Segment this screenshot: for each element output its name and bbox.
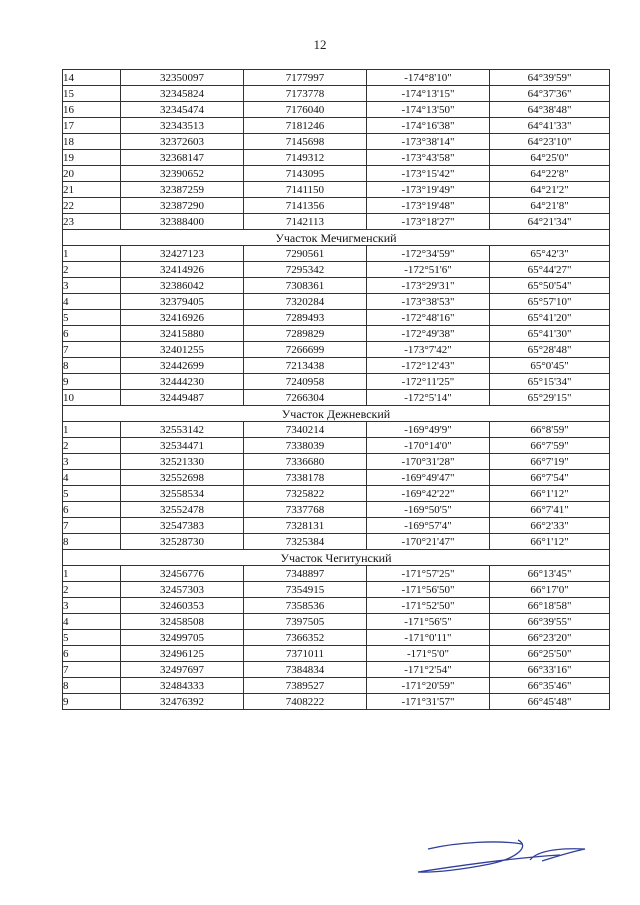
point-number-cell: 22 bbox=[63, 198, 121, 214]
x-coordinate-cell: 32499705 bbox=[121, 630, 244, 646]
table-row bbox=[63, 582, 610, 598]
table-row bbox=[63, 518, 610, 534]
x-coordinate-cell: 32476392 bbox=[121, 694, 244, 710]
y-coordinate-cell: 7181246 bbox=[244, 118, 367, 134]
coordinates-table bbox=[62, 69, 610, 710]
point-number-cell: 3 bbox=[63, 454, 121, 470]
y-coordinate-cell: 7295342 bbox=[244, 262, 367, 278]
latitude-cell: 65°41'20" bbox=[490, 310, 610, 326]
longitude-cell: -173°19'48" bbox=[367, 198, 490, 214]
longitude-cell: -170°21'47" bbox=[367, 534, 490, 550]
x-coordinate-cell: 32547383 bbox=[121, 518, 244, 534]
longitude-cell: -172°34'59" bbox=[367, 246, 490, 262]
x-coordinate-cell: 32427123 bbox=[121, 246, 244, 262]
x-coordinate-cell: 32442699 bbox=[121, 358, 244, 374]
latitude-cell: 66°2'33" bbox=[490, 518, 610, 534]
x-coordinate-cell: 32416926 bbox=[121, 310, 244, 326]
longitude-cell: -169°42'22" bbox=[367, 486, 490, 502]
table-row bbox=[63, 150, 610, 166]
longitude-cell: -172°5'14" bbox=[367, 390, 490, 406]
x-coordinate-cell: 32388400 bbox=[121, 214, 244, 230]
longitude-cell: -173°43'58" bbox=[367, 150, 490, 166]
x-coordinate-cell: 32387259 bbox=[121, 182, 244, 198]
x-coordinate-cell: 32553142 bbox=[121, 422, 244, 438]
point-number-cell: 15 bbox=[63, 86, 121, 102]
y-coordinate-cell: 7336680 bbox=[244, 454, 367, 470]
y-coordinate-cell: 7338039 bbox=[244, 438, 367, 454]
table-row bbox=[63, 614, 610, 630]
signature bbox=[410, 828, 600, 888]
section-header-row bbox=[63, 230, 610, 246]
x-coordinate-cell: 32456776 bbox=[121, 566, 244, 582]
y-coordinate-cell: 7176040 bbox=[244, 102, 367, 118]
point-number-cell: 5 bbox=[63, 310, 121, 326]
point-number-cell: 3 bbox=[63, 278, 121, 294]
table-row bbox=[63, 630, 610, 646]
point-number-cell: 9 bbox=[63, 694, 121, 710]
table-row bbox=[63, 118, 610, 134]
coordinates-table-body bbox=[63, 70, 610, 710]
x-coordinate-cell: 32387290 bbox=[121, 198, 244, 214]
point-number-cell: 7 bbox=[63, 662, 121, 678]
table-row bbox=[63, 86, 610, 102]
longitude-cell: -169°50'5" bbox=[367, 502, 490, 518]
latitude-cell: 66°33'16" bbox=[490, 662, 610, 678]
latitude-cell: 65°28'48" bbox=[490, 342, 610, 358]
latitude-cell: 66°1'12" bbox=[490, 534, 610, 550]
longitude-cell: -171°31'57" bbox=[367, 694, 490, 710]
point-number-cell: 16 bbox=[63, 102, 121, 118]
page-number: 12 bbox=[313, 37, 327, 52]
section-header-row bbox=[63, 550, 610, 566]
longitude-cell: -173°7'42" bbox=[367, 342, 490, 358]
table-row bbox=[63, 342, 610, 358]
section-title: Участок Дежневский bbox=[63, 406, 610, 422]
x-coordinate-cell: 32497697 bbox=[121, 662, 244, 678]
table-row bbox=[63, 438, 610, 454]
y-coordinate-cell: 7348897 bbox=[244, 566, 367, 582]
x-coordinate-cell: 32457303 bbox=[121, 582, 244, 598]
y-coordinate-cell: 7397505 bbox=[244, 614, 367, 630]
table-row bbox=[63, 262, 610, 278]
point-number-cell: 9 bbox=[63, 374, 121, 390]
y-coordinate-cell: 7177997 bbox=[244, 70, 367, 86]
latitude-cell: 64°41'33" bbox=[490, 118, 610, 134]
point-number-cell: 7 bbox=[63, 518, 121, 534]
longitude-cell: -174°13'50" bbox=[367, 102, 490, 118]
y-coordinate-cell: 7384834 bbox=[244, 662, 367, 678]
x-coordinate-cell: 32496125 bbox=[121, 646, 244, 662]
point-number-cell: 17 bbox=[63, 118, 121, 134]
longitude-cell: -170°14'0" bbox=[367, 438, 490, 454]
latitude-cell: 64°21'34" bbox=[490, 214, 610, 230]
y-coordinate-cell: 7240958 bbox=[244, 374, 367, 390]
y-coordinate-cell: 7338178 bbox=[244, 470, 367, 486]
point-number-cell: 19 bbox=[63, 150, 121, 166]
longitude-cell: -172°49'38" bbox=[367, 326, 490, 342]
x-coordinate-cell: 32350097 bbox=[121, 70, 244, 86]
table-row bbox=[63, 694, 610, 710]
point-number-cell: 14 bbox=[63, 70, 121, 86]
longitude-cell: -174°16'38" bbox=[367, 118, 490, 134]
latitude-cell: 65°29'15" bbox=[490, 390, 610, 406]
point-number-cell: 1 bbox=[63, 246, 121, 262]
x-coordinate-cell: 32558534 bbox=[121, 486, 244, 502]
latitude-cell: 66°7'41" bbox=[490, 502, 610, 518]
latitude-cell: 66°25'50" bbox=[490, 646, 610, 662]
latitude-cell: 66°45'48" bbox=[490, 694, 610, 710]
y-coordinate-cell: 7328131 bbox=[244, 518, 367, 534]
y-coordinate-cell: 7141356 bbox=[244, 198, 367, 214]
latitude-cell: 64°22'8" bbox=[490, 166, 610, 182]
table-row bbox=[63, 662, 610, 678]
point-number-cell: 5 bbox=[63, 630, 121, 646]
point-number-cell: 2 bbox=[63, 438, 121, 454]
latitude-cell: 64°39'59" bbox=[490, 70, 610, 86]
section-title: Участок Мечигменский bbox=[63, 230, 610, 246]
longitude-cell: -172°51'6" bbox=[367, 262, 490, 278]
longitude-cell: -171°2'54" bbox=[367, 662, 490, 678]
x-coordinate-cell: 32390652 bbox=[121, 166, 244, 182]
latitude-cell: 66°17'0" bbox=[490, 582, 610, 598]
table-row bbox=[63, 70, 610, 86]
point-number-cell: 18 bbox=[63, 134, 121, 150]
table-row bbox=[63, 166, 610, 182]
x-coordinate-cell: 32449487 bbox=[121, 390, 244, 406]
table-row bbox=[63, 294, 610, 310]
x-coordinate-cell: 32552698 bbox=[121, 470, 244, 486]
y-coordinate-cell: 7337768 bbox=[244, 502, 367, 518]
x-coordinate-cell: 32401255 bbox=[121, 342, 244, 358]
y-coordinate-cell: 7308361 bbox=[244, 278, 367, 294]
table-row bbox=[63, 278, 610, 294]
y-coordinate-cell: 7340214 bbox=[244, 422, 367, 438]
x-coordinate-cell: 32379405 bbox=[121, 294, 244, 310]
y-coordinate-cell: 7142113 bbox=[244, 214, 367, 230]
latitude-cell: 65°50'54" bbox=[490, 278, 610, 294]
x-coordinate-cell: 32534471 bbox=[121, 438, 244, 454]
x-coordinate-cell: 32444230 bbox=[121, 374, 244, 390]
table-row bbox=[63, 214, 610, 230]
x-coordinate-cell: 32552478 bbox=[121, 502, 244, 518]
latitude-cell: 65°15'34" bbox=[490, 374, 610, 390]
latitude-cell: 66°13'45" bbox=[490, 566, 610, 582]
latitude-cell: 66°35'46" bbox=[490, 678, 610, 694]
point-number-cell: 2 bbox=[63, 582, 121, 598]
x-coordinate-cell: 32372603 bbox=[121, 134, 244, 150]
table-row bbox=[63, 390, 610, 406]
point-number-cell: 21 bbox=[63, 182, 121, 198]
latitude-cell: 65°57'10" bbox=[490, 294, 610, 310]
table-row bbox=[63, 678, 610, 694]
longitude-cell: -173°29'31" bbox=[367, 278, 490, 294]
longitude-cell: -171°56'5" bbox=[367, 614, 490, 630]
point-number-cell: 7 bbox=[63, 342, 121, 358]
table-row bbox=[63, 502, 610, 518]
latitude-cell: 66°23'20" bbox=[490, 630, 610, 646]
y-coordinate-cell: 7213438 bbox=[244, 358, 367, 374]
longitude-cell: -169°49'9" bbox=[367, 422, 490, 438]
point-number-cell: 6 bbox=[63, 646, 121, 662]
point-number-cell: 8 bbox=[63, 678, 121, 694]
latitude-cell: 65°41'30" bbox=[490, 326, 610, 342]
y-coordinate-cell: 7354915 bbox=[244, 582, 367, 598]
y-coordinate-cell: 7266304 bbox=[244, 390, 367, 406]
longitude-cell: -174°8'10" bbox=[367, 70, 490, 86]
latitude-cell: 66°7'19" bbox=[490, 454, 610, 470]
longitude-cell: -170°31'28" bbox=[367, 454, 490, 470]
point-number-cell: 1 bbox=[63, 566, 121, 582]
longitude-cell: -173°18'27" bbox=[367, 214, 490, 230]
table-row bbox=[63, 646, 610, 662]
latitude-cell: 66°18'58" bbox=[490, 598, 610, 614]
point-number-cell: 6 bbox=[63, 502, 121, 518]
y-coordinate-cell: 7266699 bbox=[244, 342, 367, 358]
x-coordinate-cell: 32528730 bbox=[121, 534, 244, 550]
latitude-cell: 66°39'55" bbox=[490, 614, 610, 630]
longitude-cell: -171°20'59" bbox=[367, 678, 490, 694]
y-coordinate-cell: 7320284 bbox=[244, 294, 367, 310]
longitude-cell: -169°49'47" bbox=[367, 470, 490, 486]
table-row bbox=[63, 310, 610, 326]
latitude-cell: 64°21'2" bbox=[490, 182, 610, 198]
y-coordinate-cell: 7408222 bbox=[244, 694, 367, 710]
longitude-cell: -172°11'25" bbox=[367, 374, 490, 390]
longitude-cell: -171°0'11" bbox=[367, 630, 490, 646]
x-coordinate-cell: 32368147 bbox=[121, 150, 244, 166]
longitude-cell: -172°12'43" bbox=[367, 358, 490, 374]
point-number-cell: 4 bbox=[63, 614, 121, 630]
longitude-cell: -174°13'15" bbox=[367, 86, 490, 102]
table-row bbox=[63, 246, 610, 262]
x-coordinate-cell: 32386042 bbox=[121, 278, 244, 294]
y-coordinate-cell: 7173778 bbox=[244, 86, 367, 102]
table-row bbox=[63, 102, 610, 118]
longitude-cell: -173°19'49" bbox=[367, 182, 490, 198]
y-coordinate-cell: 7143095 bbox=[244, 166, 367, 182]
longitude-cell: -173°38'14" bbox=[367, 134, 490, 150]
latitude-cell: 66°1'12" bbox=[490, 486, 610, 502]
latitude-cell: 65°42'3" bbox=[490, 246, 610, 262]
y-coordinate-cell: 7389527 bbox=[244, 678, 367, 694]
x-coordinate-cell: 32458508 bbox=[121, 614, 244, 630]
y-coordinate-cell: 7141150 bbox=[244, 182, 367, 198]
longitude-cell: -173°15'42" bbox=[367, 166, 490, 182]
table-row bbox=[63, 566, 610, 582]
table-row bbox=[63, 422, 610, 438]
table-row bbox=[63, 454, 610, 470]
y-coordinate-cell: 7358536 bbox=[244, 598, 367, 614]
latitude-cell: 66°7'59" bbox=[490, 438, 610, 454]
y-coordinate-cell: 7290561 bbox=[244, 246, 367, 262]
latitude-cell: 66°7'54" bbox=[490, 470, 610, 486]
x-coordinate-cell: 32460353 bbox=[121, 598, 244, 614]
x-coordinate-cell: 32414926 bbox=[121, 262, 244, 278]
section-header-row bbox=[63, 406, 610, 422]
table-row bbox=[63, 358, 610, 374]
point-number-cell: 8 bbox=[63, 534, 121, 550]
table-row bbox=[63, 198, 610, 214]
x-coordinate-cell: 32345474 bbox=[121, 102, 244, 118]
longitude-cell: -171°56'50" bbox=[367, 582, 490, 598]
table-row bbox=[63, 486, 610, 502]
longitude-cell: -173°38'53" bbox=[367, 294, 490, 310]
point-number-cell: 2 bbox=[63, 262, 121, 278]
y-coordinate-cell: 7289829 bbox=[244, 326, 367, 342]
x-coordinate-cell: 32484333 bbox=[121, 678, 244, 694]
point-number-cell: 1 bbox=[63, 422, 121, 438]
latitude-cell: 64°38'48" bbox=[490, 102, 610, 118]
latitude-cell: 65°44'27" bbox=[490, 262, 610, 278]
x-coordinate-cell: 32343513 bbox=[121, 118, 244, 134]
y-coordinate-cell: 7325822 bbox=[244, 486, 367, 502]
y-coordinate-cell: 7289493 bbox=[244, 310, 367, 326]
longitude-cell: -169°57'4" bbox=[367, 518, 490, 534]
point-number-cell: 5 bbox=[63, 486, 121, 502]
point-number-cell: 4 bbox=[63, 294, 121, 310]
y-coordinate-cell: 7145698 bbox=[244, 134, 367, 150]
longitude-cell: -172°48'16" bbox=[367, 310, 490, 326]
latitude-cell: 64°25'0" bbox=[490, 150, 610, 166]
y-coordinate-cell: 7371011 bbox=[244, 646, 367, 662]
table-row bbox=[63, 326, 610, 342]
point-number-cell: 10 bbox=[63, 390, 121, 406]
point-number-cell: 4 bbox=[63, 470, 121, 486]
longitude-cell: -171°57'25" bbox=[367, 566, 490, 582]
longitude-cell: -171°52'50" bbox=[367, 598, 490, 614]
table-row bbox=[63, 374, 610, 390]
latitude-cell: 64°37'36" bbox=[490, 86, 610, 102]
x-coordinate-cell: 32345824 bbox=[121, 86, 244, 102]
point-number-cell: 8 bbox=[63, 358, 121, 374]
table-row bbox=[63, 534, 610, 550]
point-number-cell: 6 bbox=[63, 326, 121, 342]
y-coordinate-cell: 7325384 bbox=[244, 534, 367, 550]
longitude-cell: -171°5'0" bbox=[367, 646, 490, 662]
point-number-cell: 23 bbox=[63, 214, 121, 230]
x-coordinate-cell: 32521330 bbox=[121, 454, 244, 470]
table-row bbox=[63, 182, 610, 198]
latitude-cell: 65°0'45" bbox=[490, 358, 610, 374]
y-coordinate-cell: 7366352 bbox=[244, 630, 367, 646]
table-row bbox=[63, 470, 610, 486]
point-number-cell: 20 bbox=[63, 166, 121, 182]
latitude-cell: 66°8'59" bbox=[490, 422, 610, 438]
y-coordinate-cell: 7149312 bbox=[244, 150, 367, 166]
latitude-cell: 64°23'10" bbox=[490, 134, 610, 150]
table-row bbox=[63, 598, 610, 614]
table-row bbox=[63, 134, 610, 150]
section-title: Участок Чегитунский bbox=[63, 550, 610, 566]
point-number-cell: 3 bbox=[63, 598, 121, 614]
latitude-cell: 64°21'8" bbox=[490, 198, 610, 214]
x-coordinate-cell: 32415880 bbox=[121, 326, 244, 342]
